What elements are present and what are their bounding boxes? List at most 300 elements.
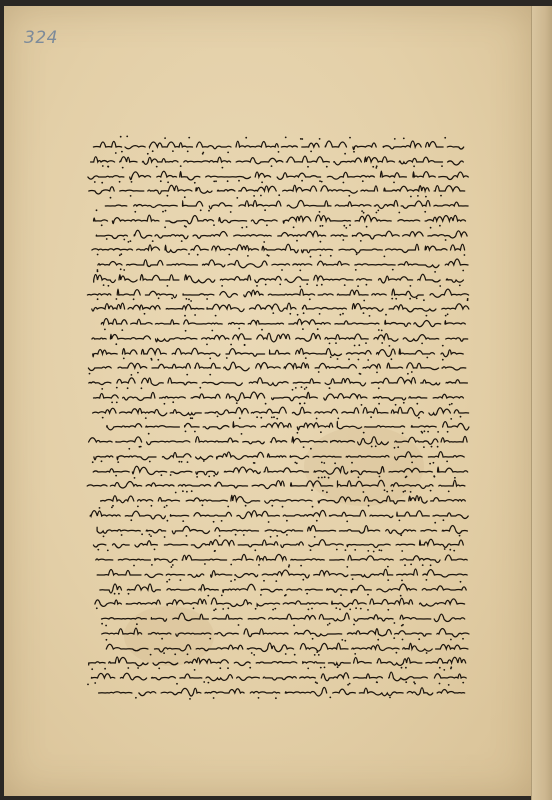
diacritic-dot bbox=[315, 681, 317, 683]
diacritic-dot bbox=[174, 654, 176, 656]
manuscript-line bbox=[84, 284, 479, 299]
diacritic-dot bbox=[111, 506, 113, 508]
diacritic-dot bbox=[311, 608, 313, 610]
diacritic-dot bbox=[273, 417, 275, 419]
diacritic-dot bbox=[451, 402, 453, 404]
diacritic-dot bbox=[145, 417, 147, 419]
diacritic-dot bbox=[247, 255, 249, 257]
diacritic-dot bbox=[172, 150, 174, 152]
diacritic-dot bbox=[423, 446, 425, 448]
diacritic-dot bbox=[396, 652, 398, 654]
manuscript-line bbox=[84, 357, 479, 372]
diacritic-dot bbox=[398, 211, 400, 213]
diacritic-dot bbox=[161, 637, 163, 639]
diacritic-dot bbox=[241, 226, 243, 228]
diacritic-dot bbox=[213, 609, 215, 611]
diacritic-dot bbox=[337, 666, 339, 668]
diacritic-dot bbox=[151, 564, 153, 566]
diacritic-dot bbox=[354, 549, 356, 551]
diacritic-dot bbox=[316, 284, 318, 286]
diacritic-dot bbox=[147, 153, 149, 155]
diacritic-dot bbox=[226, 357, 228, 359]
diacritic-dot bbox=[356, 253, 358, 255]
diacritic-dot bbox=[206, 298, 208, 300]
diacritic-dot bbox=[285, 137, 287, 139]
diacritic-dot bbox=[384, 256, 386, 258]
diacritic-dot bbox=[324, 477, 326, 479]
diacritic-dot bbox=[301, 138, 303, 140]
diacritic-dot bbox=[391, 298, 393, 300]
diacritic-dot bbox=[268, 255, 270, 257]
diacritic-dot bbox=[104, 668, 106, 670]
diacritic-dot bbox=[358, 359, 360, 361]
diacritic-dot bbox=[387, 565, 389, 567]
manuscript-line bbox=[84, 593, 479, 608]
ink-stroke bbox=[87, 156, 463, 165]
diacritic-dot bbox=[150, 535, 152, 537]
diacritic-dot bbox=[314, 654, 316, 656]
diacritic-dot bbox=[230, 211, 232, 213]
ink-stroke bbox=[82, 185, 464, 194]
diacritic-dot bbox=[299, 402, 301, 404]
diacritic-dot bbox=[164, 226, 166, 228]
diacritic-dot bbox=[355, 607, 357, 609]
diacritic-dot bbox=[166, 504, 168, 506]
ink-stroke bbox=[98, 495, 466, 504]
diacritic-dot bbox=[369, 315, 371, 317]
manuscript-text-block bbox=[84, 136, 479, 696]
diacritic-dot bbox=[401, 624, 403, 626]
diacritic-dot bbox=[418, 638, 420, 640]
diacritic-dot bbox=[141, 387, 143, 389]
diacritic-dot bbox=[238, 327, 240, 329]
diacritic-dot bbox=[149, 460, 151, 462]
diacritic-dot bbox=[307, 165, 309, 167]
ink-stroke bbox=[84, 377, 468, 386]
manuscript-line bbox=[84, 225, 479, 240]
diacritic-dot bbox=[310, 256, 312, 258]
diacritic-dot bbox=[439, 667, 441, 669]
diacritic-dot bbox=[221, 520, 223, 522]
diacritic-dot bbox=[286, 519, 288, 521]
diacritic-dot bbox=[389, 696, 391, 698]
diacritic-dot bbox=[185, 330, 187, 332]
diacritic-dot bbox=[97, 254, 99, 256]
diacritic-dot bbox=[340, 314, 342, 316]
diacritic-dot bbox=[326, 165, 328, 167]
diacritic-dot bbox=[213, 224, 215, 226]
diacritic-dot bbox=[184, 196, 186, 198]
ink-stroke bbox=[85, 171, 469, 180]
manuscript-page bbox=[4, 6, 533, 796]
diacritic-dot bbox=[185, 225, 187, 227]
diacritic-dot bbox=[214, 550, 216, 552]
diacritic-dot bbox=[281, 269, 283, 271]
manuscript-line bbox=[84, 534, 479, 549]
diacritic-dot bbox=[170, 474, 172, 476]
diacritic-dot bbox=[411, 371, 413, 373]
diacritic-dot bbox=[130, 519, 132, 521]
ink-stroke bbox=[93, 569, 467, 578]
diacritic-dot bbox=[426, 357, 428, 359]
ink-stroke bbox=[102, 643, 468, 652]
diacritic-dot bbox=[106, 238, 108, 240]
diacritic-dot bbox=[353, 623, 355, 625]
diacritic-dot bbox=[117, 461, 119, 463]
diacritic-dot bbox=[116, 401, 118, 403]
diacritic-dot bbox=[166, 580, 168, 582]
diacritic-dot bbox=[430, 564, 432, 566]
diacritic-dot bbox=[227, 181, 229, 183]
ink-stroke bbox=[95, 613, 465, 622]
ink-stroke bbox=[87, 303, 469, 312]
diacritic-dot bbox=[272, 609, 274, 611]
diacritic-dot bbox=[101, 182, 103, 184]
diacritic-dot bbox=[148, 433, 150, 435]
diacritic-dot bbox=[164, 137, 166, 139]
diacritic-dot bbox=[258, 697, 260, 699]
diacritic-dot bbox=[285, 653, 287, 655]
diacritic-dot bbox=[421, 342, 423, 344]
diacritic-dot bbox=[204, 563, 206, 565]
diacritic-dot bbox=[149, 534, 151, 536]
ink-stroke bbox=[83, 436, 468, 445]
diacritic-dot bbox=[441, 165, 443, 167]
diacritic-dot bbox=[255, 608, 257, 610]
ink-stroke bbox=[90, 392, 464, 401]
diacritic-dot bbox=[349, 682, 351, 684]
diacritic-dot bbox=[410, 285, 412, 287]
ink-stroke bbox=[88, 672, 466, 681]
diacritic-dot bbox=[188, 253, 190, 255]
manuscript-line bbox=[84, 461, 479, 476]
diacritic-dot bbox=[172, 564, 174, 566]
diacritic-dot bbox=[341, 639, 343, 641]
diacritic-dot bbox=[245, 137, 247, 139]
diacritic-dot bbox=[103, 536, 105, 538]
diacritic-dot bbox=[227, 151, 229, 153]
diacritic-dot bbox=[316, 519, 318, 521]
ink-stroke bbox=[99, 200, 468, 208]
diacritic-dot bbox=[127, 667, 129, 669]
ink-stroke bbox=[88, 245, 465, 254]
diacritic-dot bbox=[348, 195, 350, 197]
diacritic-dot bbox=[403, 138, 405, 140]
diacritic-dot bbox=[101, 388, 103, 390]
manuscript-line bbox=[84, 402, 479, 417]
manuscript-line bbox=[84, 195, 479, 210]
diacritic-dot bbox=[413, 165, 415, 167]
diacritic-dot bbox=[344, 639, 346, 641]
diacritic-dot bbox=[207, 595, 209, 597]
ink-stroke bbox=[94, 525, 467, 534]
diacritic-dot bbox=[164, 536, 166, 538]
diacritic-dot bbox=[184, 315, 186, 317]
diacritic-dot bbox=[430, 226, 432, 228]
diacritic-dot bbox=[140, 445, 142, 447]
diacritic-dot bbox=[186, 535, 188, 537]
diacritic-dot bbox=[121, 329, 123, 331]
diacritic-dot bbox=[361, 210, 363, 212]
diacritic-dot bbox=[289, 313, 291, 315]
diacritic-dot bbox=[87, 683, 89, 685]
diacritic-dot bbox=[133, 299, 135, 301]
diacritic-dot bbox=[186, 298, 188, 300]
diacritic-dot bbox=[335, 607, 337, 609]
diacritic-dot bbox=[376, 681, 378, 683]
diacritic-dot bbox=[194, 182, 196, 184]
diacritic-dot bbox=[101, 224, 103, 226]
diacritic-dot bbox=[365, 342, 367, 344]
diacritic-dot bbox=[330, 356, 332, 358]
diacritic-dot bbox=[292, 389, 294, 391]
diacritic-dot bbox=[208, 210, 210, 212]
diacritic-dot bbox=[293, 226, 295, 228]
diacritic-dot bbox=[426, 315, 428, 317]
diacritic-dot bbox=[439, 285, 441, 287]
ink-stroke bbox=[89, 348, 463, 357]
diacritic-dot bbox=[447, 431, 449, 433]
diacritic-dot bbox=[275, 580, 277, 582]
diacritic-dot bbox=[429, 462, 431, 464]
diacritic-dot bbox=[352, 578, 354, 580]
manuscript-line bbox=[84, 623, 479, 638]
diacritic-dot bbox=[263, 241, 265, 243]
diacritic-dot bbox=[404, 564, 406, 566]
diacritic-dot bbox=[114, 593, 116, 595]
diacritic-dot bbox=[442, 359, 444, 361]
ink-stroke bbox=[87, 466, 468, 475]
manuscript-line bbox=[84, 151, 479, 166]
diacritic-dot bbox=[238, 180, 240, 182]
diacritic-dot bbox=[217, 416, 219, 418]
diacritic-dot bbox=[288, 566, 290, 568]
diacritic-dot bbox=[443, 669, 445, 671]
diacritic-dot bbox=[105, 624, 107, 626]
diacritic-dot bbox=[286, 534, 288, 536]
diacritic-dot bbox=[110, 197, 112, 199]
manuscript-line bbox=[84, 608, 479, 623]
diacritic-dot bbox=[162, 210, 164, 212]
diacritic-dot bbox=[445, 239, 447, 241]
ink-stroke bbox=[83, 481, 465, 489]
diacritic-dot bbox=[321, 461, 323, 463]
diacritic-dot bbox=[199, 387, 201, 389]
diacritic-dot bbox=[326, 491, 328, 493]
diacritic-dot bbox=[358, 344, 360, 346]
diacritic-dot bbox=[406, 476, 408, 478]
diacritic-dot bbox=[431, 445, 433, 447]
diacritic-dot bbox=[400, 595, 402, 597]
diacritic-dot bbox=[434, 476, 436, 478]
diacritic-dot bbox=[345, 549, 347, 551]
diacritic-dot bbox=[126, 136, 128, 138]
manuscript-line bbox=[84, 416, 479, 431]
diacritic-dot bbox=[434, 521, 436, 523]
diacritic-dot bbox=[384, 489, 386, 491]
folio-number: 324 bbox=[24, 28, 58, 48]
diacritic-dot bbox=[243, 534, 245, 536]
diacritic-dot bbox=[302, 328, 304, 330]
diacritic-dot bbox=[409, 298, 411, 300]
diacritic-dot bbox=[128, 448, 130, 450]
diacritic-dot bbox=[345, 227, 347, 229]
diacritic-dot bbox=[261, 182, 263, 184]
diacritic-dot bbox=[103, 284, 105, 286]
diacritic-dot bbox=[334, 462, 336, 464]
diacritic-dot bbox=[445, 315, 447, 317]
diacritic-dot bbox=[227, 667, 229, 669]
diacritic-dot bbox=[209, 374, 211, 376]
diacritic-dot bbox=[373, 551, 375, 553]
diacritic-dot bbox=[152, 240, 154, 242]
diacritic-dot bbox=[310, 150, 312, 152]
diacritic-dot bbox=[343, 224, 345, 226]
diacritic-dot bbox=[230, 580, 232, 582]
diacritic-dot bbox=[454, 477, 456, 479]
diacritic-dot bbox=[219, 535, 221, 537]
diacritic-dot bbox=[360, 240, 362, 242]
diacritic-dot bbox=[94, 682, 96, 684]
diacritic-dot bbox=[194, 669, 196, 671]
diacritic-dot bbox=[467, 298, 469, 300]
manuscript-line bbox=[84, 372, 479, 387]
diacritic-dot bbox=[266, 224, 268, 226]
ink-stroke bbox=[85, 657, 466, 666]
diacritic-dot bbox=[405, 681, 407, 683]
diacritic-dot bbox=[282, 506, 284, 508]
ink-stroke bbox=[86, 407, 468, 416]
manuscript-line bbox=[84, 505, 479, 520]
diacritic-dot bbox=[296, 462, 298, 464]
diacritic-dot bbox=[363, 300, 365, 302]
page-gutter bbox=[531, 6, 552, 800]
diacritic-dot bbox=[312, 637, 314, 639]
diacritic-dot bbox=[189, 698, 191, 700]
ink-stroke bbox=[95, 319, 465, 327]
diacritic-dot bbox=[303, 312, 305, 314]
diacritic-dot bbox=[187, 150, 189, 152]
diacritic-dot bbox=[410, 563, 412, 565]
diacritic-dot bbox=[200, 209, 202, 211]
diacritic-dot bbox=[363, 212, 365, 214]
diacritic-dot bbox=[294, 654, 296, 656]
diacritic-dot bbox=[164, 506, 166, 508]
diacritic-dot bbox=[180, 165, 182, 167]
diacritic-dot bbox=[222, 608, 224, 610]
manuscript-line bbox=[84, 387, 479, 402]
ink-stroke bbox=[84, 289, 469, 298]
manuscript-line bbox=[84, 269, 479, 284]
manuscript-line bbox=[84, 667, 479, 682]
diacritic-dot bbox=[394, 138, 396, 140]
diacritic-dot bbox=[299, 285, 301, 287]
diacritic-dot bbox=[115, 475, 117, 477]
diacritic-dot bbox=[285, 594, 287, 596]
diacritic-dot bbox=[447, 313, 449, 315]
diacritic-dot bbox=[213, 697, 215, 699]
diacritic-dot bbox=[158, 298, 160, 300]
diacritic-dot bbox=[349, 137, 351, 139]
manuscript-line bbox=[84, 564, 479, 579]
diacritic-dot bbox=[425, 196, 427, 198]
ink-stroke bbox=[89, 333, 468, 342]
diacritic-dot bbox=[186, 374, 188, 376]
diacritic-dot bbox=[206, 343, 208, 345]
diacritic-dot bbox=[94, 181, 96, 183]
diacritic-dot bbox=[213, 475, 215, 477]
diacritic-dot bbox=[337, 358, 339, 360]
ink-stroke bbox=[91, 230, 468, 239]
ink-stroke bbox=[93, 687, 465, 696]
manuscript-line bbox=[84, 638, 479, 653]
diacritic-dot bbox=[271, 505, 273, 507]
diacritic-dot bbox=[395, 298, 397, 300]
diacritic-dot bbox=[278, 151, 280, 153]
diacritic-dot bbox=[135, 697, 137, 699]
diacritic-dot bbox=[422, 564, 424, 566]
manuscript-line bbox=[84, 298, 479, 313]
diacritic-dot bbox=[319, 313, 321, 315]
diacritic-dot bbox=[376, 165, 378, 167]
diacritic-dot bbox=[329, 387, 331, 389]
diacritic-dot bbox=[131, 181, 133, 183]
diacritic-dot bbox=[187, 654, 189, 656]
diacritic-dot bbox=[448, 491, 450, 493]
diacritic-dot bbox=[157, 359, 159, 361]
ink-stroke bbox=[92, 598, 465, 607]
diacritic-dot bbox=[152, 150, 154, 152]
diacritic-dot bbox=[235, 534, 237, 536]
diacritic-dot bbox=[268, 521, 270, 523]
diacritic-dot bbox=[401, 550, 403, 552]
diacritic-dot bbox=[316, 651, 318, 653]
manuscript-line bbox=[84, 166, 479, 181]
diacritic-dot bbox=[354, 344, 356, 346]
diacritic-dot bbox=[395, 403, 397, 405]
diacritic-dot bbox=[437, 431, 439, 433]
ink-stroke bbox=[95, 628, 469, 637]
diacritic-dot bbox=[385, 314, 387, 316]
diacritic-dot bbox=[89, 373, 91, 375]
diacritic-dot bbox=[167, 519, 169, 521]
diacritic-dot bbox=[363, 491, 365, 493]
diacritic-dot bbox=[127, 387, 129, 389]
diacritic-dot bbox=[311, 489, 313, 491]
diacritic-dot bbox=[136, 623, 138, 625]
diacritic-dot bbox=[96, 607, 98, 609]
diacritic-dot bbox=[337, 418, 339, 420]
diacritic-dot bbox=[416, 298, 418, 300]
diacritic-dot bbox=[392, 268, 394, 270]
diacritic-dot bbox=[393, 637, 395, 639]
diacritic-dot bbox=[449, 549, 451, 551]
diacritic-dot bbox=[361, 404, 363, 406]
diacritic-dot bbox=[122, 166, 124, 168]
diacritic-dot bbox=[275, 697, 277, 699]
ink-stroke bbox=[90, 540, 463, 549]
diacritic-dot bbox=[181, 460, 183, 462]
diacritic-dot bbox=[355, 269, 357, 271]
diacritic-dot bbox=[161, 475, 163, 477]
diacritic-dot bbox=[363, 312, 365, 314]
diacritic-dot bbox=[399, 519, 401, 521]
handwriting-stroke bbox=[84, 682, 479, 702]
diacritic-dot bbox=[407, 373, 409, 375]
diacritic-dot bbox=[347, 684, 349, 686]
diacritic-dot bbox=[449, 403, 451, 405]
diacritic-dot bbox=[171, 298, 173, 300]
